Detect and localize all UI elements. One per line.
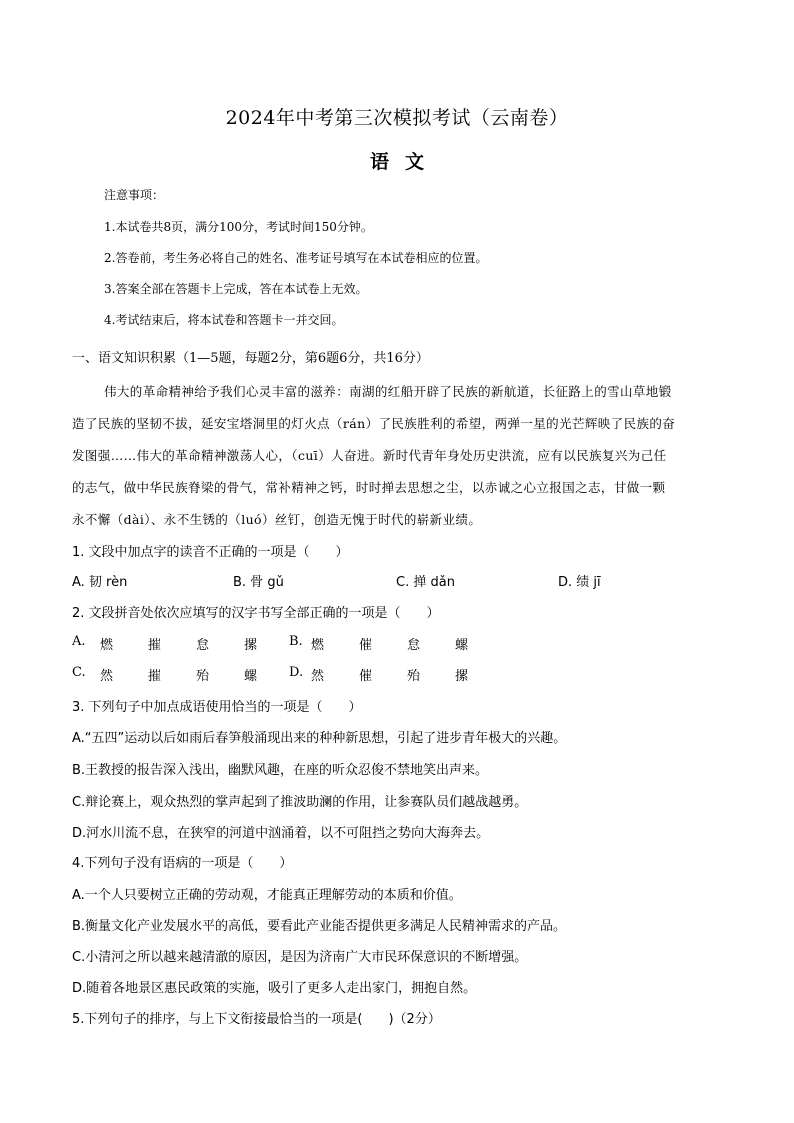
q4-option-b: B.衡量文化产业发展水平的高低，要看此产业能否提供更多满足人民精神需求的产品。 (72, 919, 567, 934)
subject-title: 语文 (369, 151, 440, 173)
notice-item: 1.本试卷共8页，满分100分，考试时间150分钟。 (104, 220, 373, 234)
q2-option-d (289, 665, 503, 684)
passage-line: 的志气，做中华民族脊梁的骨气，常补精神之钙，时时掸去思想之尘，以赤诚之心立报国之志，甘做一颗 (72, 480, 666, 495)
q2-option-b (289, 634, 503, 653)
passage-line: 造了民族的坚韧不拔，延安宝塔洞里的灯火点（rán）了民族胜利的希望，两弹一星的光芒辉映了民族的奋 (72, 416, 676, 431)
option-label: C. (72, 665, 86, 680)
option-label: B. (289, 634, 303, 649)
q3-option-d: D.河水川流不息，在狭窄的河道中汹涌着，以不可阻挡之势向大海奔去。 (72, 826, 490, 841)
option-char: 催 (359, 638, 373, 653)
section-heading: 一、语文知识积累（1—5题，每题2分，第6题6分，共16分） (72, 351, 429, 366)
option-char: 摞 (244, 638, 258, 653)
question-2-stem: 2. 文段拼音处依次应填写的汉字书写全部正确的一项是（ ） (72, 606, 440, 621)
option-char: 燃 (100, 638, 114, 653)
q2-option-a (72, 634, 292, 653)
option-label: A. (72, 634, 86, 649)
q3-option-c: C.辩论赛上，观众热烈的掌声起到了推波助澜的作用，让参赛队员们越战越勇。 (72, 795, 528, 810)
q1-option-c: C. 掸 dǎn (396, 575, 455, 590)
option-char: 然 (100, 669, 114, 684)
option-char: 怠 (407, 638, 421, 653)
notice-item: 4.考试结束后，将本试卷和答题卡一并交回。 (104, 313, 344, 327)
q3-option-a: A.“五四”运动以后如雨后春笋般涌现出来的种种新思想，引起了进步青年极大的兴趣。 (72, 731, 567, 746)
option-char: 螺 (244, 669, 258, 684)
q2-option-c (72, 665, 292, 684)
option-char: 摧 (148, 669, 162, 684)
q1-option-b: B. 骨 gǔ (233, 575, 284, 590)
notice-item: 3.答案全部在答题卡上完成，答在本试卷上无效。 (104, 282, 368, 296)
option-char: 怠 (196, 638, 210, 653)
q3-option-b: B.王教授的报告深入浅出，幽默风趣，在座的听众忍俊不禁地笑出声来。 (72, 763, 489, 778)
passage-line: 伟大的革命精神给予我们心灵丰富的滋养：南湖的红船开辟了民族的新航道，长征路上的雪山草地锻 (104, 384, 672, 399)
q4-option-a: A.一个人只要树立正确的劳动观，才能真正理解劳动的本质和价值。 (72, 888, 462, 903)
option-char: 摞 (455, 669, 469, 684)
passage-line: 发图强……伟大的革命精神激荡人心，（cuī）人奋进。新时代青年身处历史洪流，应有以民族复兴为己任 (72, 448, 667, 463)
q1-option-d: D. 绩 jī (558, 575, 601, 590)
q1-option-a: A. 韧 rèn (72, 575, 128, 590)
option-label: D. (289, 665, 304, 680)
question-5-stem: 5.下列句子的排序，与上下文衔接最恰当的一项是( )（2分） (72, 1012, 441, 1027)
passage-line: 永不懈（dài）、永不生锈的（luó）丝钉，创造无愧于时代的崭新业绩。 (72, 512, 482, 527)
option-char: 燃 (311, 638, 325, 653)
q4-option-d: D.随着各地景区惠民政策的实施，吸引了更多人走出家门，拥抱自然。 (72, 981, 477, 996)
option-char: 殆 (196, 669, 210, 684)
option-char: 然 (311, 669, 325, 684)
option-char: 螺 (455, 638, 469, 653)
question-3-stem: 3. 下列句子中加点成语使用恰当的一项是（ ） (72, 700, 362, 715)
notice-heading: 注意事项： (104, 188, 165, 202)
option-char: 殆 (407, 669, 421, 684)
question-4-stem: 4.下列句子没有语病的一项是（ ） (72, 856, 293, 871)
exam-title: 2024年中考第三次模拟考试（云南卷） (225, 107, 569, 129)
option-char: 催 (359, 669, 373, 684)
q4-option-c: C.小清河之所以越来越清澈的原因，是因为济南广大市民环保意识的不断增强。 (72, 950, 528, 965)
option-char: 摧 (148, 638, 162, 653)
notice-item: 2.答卷前，考生务必将自己的姓名、准考证号填写在本试卷相应的位置。 (104, 251, 488, 265)
question-1-stem: 1. 文段中加点字的读音不正确的一项是（ ） (72, 545, 349, 560)
